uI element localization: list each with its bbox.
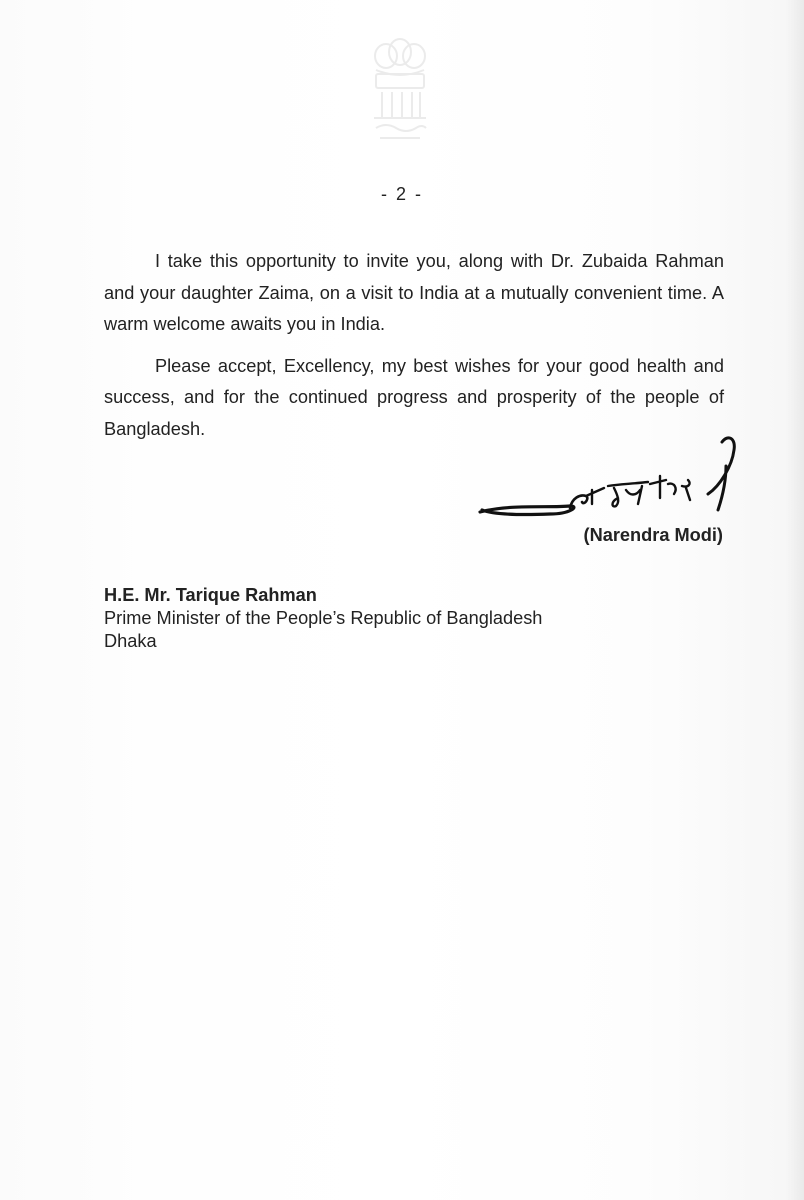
paragraph-closing: Please accept, Excellency, my best wishes for your good health and success, and for the continued progress and prosperity of the people of Bangladesh.	[104, 355, 724, 439]
addressee-title: Prime Minister of the People’s Republic of Bangladesh	[104, 608, 543, 628]
addressee-name: H.E. Mr. Tarique Rahman	[104, 585, 317, 605]
paper-edge-shadow	[786, 0, 804, 1200]
signatory-name: (Narendra Modi)	[583, 525, 723, 545]
handwritten-signature-icon	[470, 426, 750, 526]
addressee-city: Dhaka	[104, 631, 157, 651]
addressee-block	[104, 584, 542, 653]
page-number: - 2 -	[380, 184, 423, 204]
letter-body	[104, 246, 724, 455]
state-emblem-watermark-icon	[362, 34, 438, 144]
paragraph-invitation: I take this opportunity to invite you, along with Dr. Zubaida Rahman and your daughter Zaima, on a visit to India at a mutually convenient time. A warm welcome awaits you in India.	[104, 251, 724, 334]
